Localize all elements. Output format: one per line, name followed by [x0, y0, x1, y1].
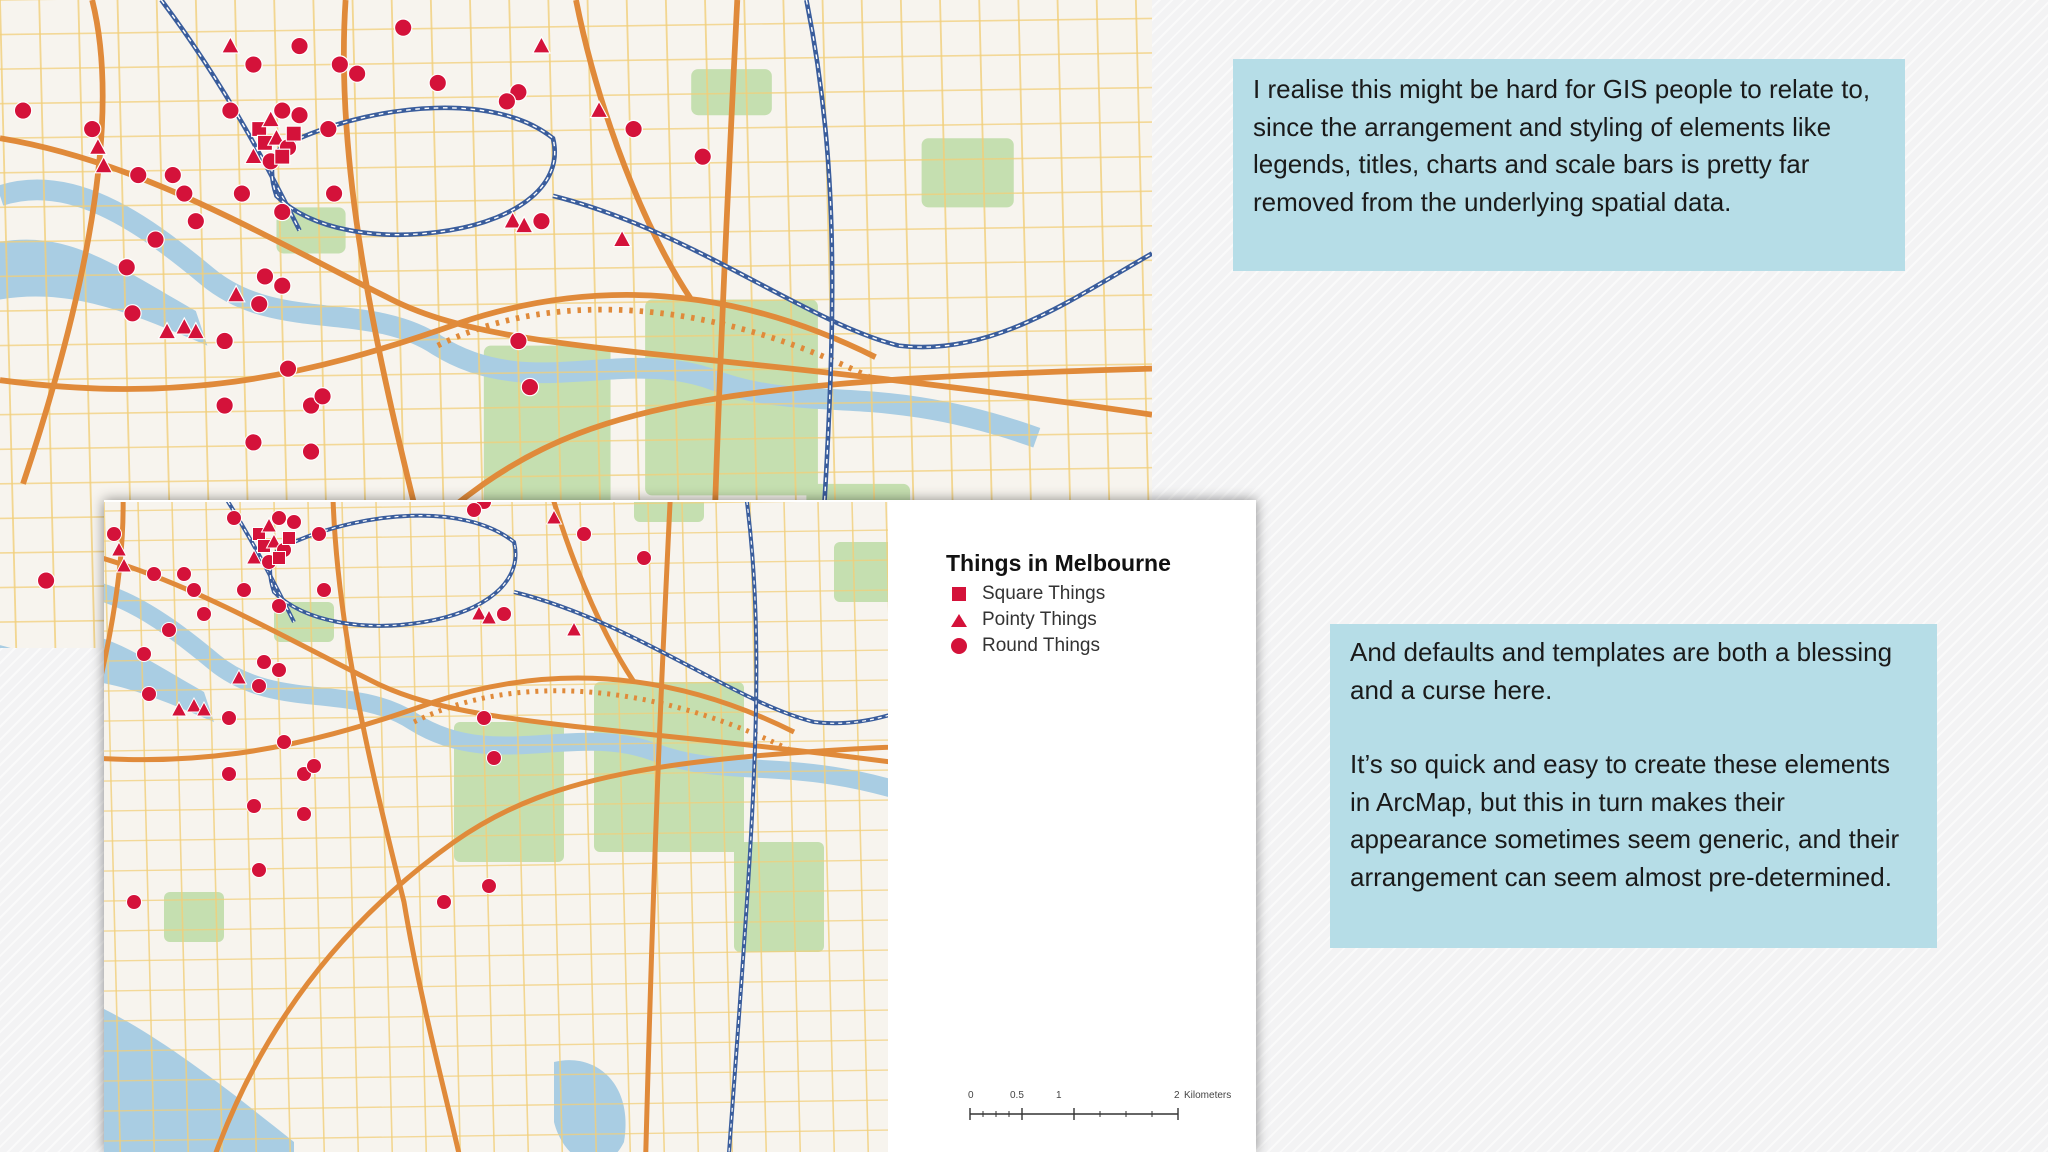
round-thing-marker [245, 434, 262, 451]
round-thing-marker [222, 767, 237, 782]
triangle-icon [946, 610, 972, 630]
circle-icon [946, 636, 972, 656]
round-thing-marker [429, 74, 446, 91]
square-thing-marker [273, 552, 286, 565]
round-thing-marker [521, 378, 538, 395]
round-thing-marker [233, 185, 250, 202]
round-thing-marker [533, 213, 550, 230]
round-thing-marker [14, 102, 31, 119]
legend-item-triangle [946, 607, 1246, 633]
square-thing-marker [283, 532, 296, 545]
map-legend [946, 550, 1246, 659]
round-thing-marker [164, 166, 181, 183]
round-thing-marker [274, 277, 291, 294]
round-thing-marker [107, 527, 122, 542]
round-thing-marker [637, 551, 652, 566]
round-thing-marker [498, 93, 515, 110]
scale-tick-label: 2 [1174, 1090, 1180, 1101]
round-thing-marker [312, 527, 327, 542]
annotation-note-bottom [1330, 624, 1937, 948]
round-thing-marker [252, 679, 267, 694]
round-thing-marker [197, 607, 212, 622]
scale-unit-label: Kilometers [1184, 1090, 1232, 1101]
round-thing-marker [314, 388, 331, 405]
scale-bar [960, 1090, 1250, 1130]
round-thing-marker [216, 332, 233, 349]
round-thing-marker [277, 735, 292, 750]
square-thing-marker [286, 126, 301, 141]
round-thing-marker [325, 185, 342, 202]
round-thing-marker [348, 65, 365, 82]
round-thing-marker [331, 56, 348, 73]
round-thing-marker [437, 895, 452, 910]
round-thing-marker [395, 19, 412, 36]
round-thing-marker [162, 623, 177, 638]
round-thing-marker [291, 37, 308, 54]
square-thing-marker [275, 149, 290, 164]
round-thing-marker [272, 599, 287, 614]
round-thing-marker [302, 443, 319, 460]
round-thing-marker [222, 711, 237, 726]
round-thing-marker [176, 185, 193, 202]
round-thing-marker [272, 663, 287, 678]
round-thing-marker [317, 583, 332, 598]
round-thing-marker [291, 107, 308, 124]
note-text: I realise this might be hard for GIS people to relate to, since the arrangement and styling of elements like legends, titles, charts and scale bars is pretty far removed from the underlying spatial data. [1253, 74, 1871, 217]
round-thing-marker [257, 655, 272, 670]
round-thing-marker [118, 259, 135, 276]
legend-label: Round Things [982, 635, 1100, 656]
round-thing-marker [274, 203, 291, 220]
round-thing-marker [252, 863, 267, 878]
round-thing-marker [251, 295, 268, 312]
round-thing-marker [147, 231, 164, 248]
scale-tick-label: 1 [1056, 1090, 1062, 1101]
round-thing-marker [694, 148, 711, 165]
round-thing-marker [577, 527, 592, 542]
note-text: It’s so quick and easy to create these elements in ArcMap, but this in turn makes their appearance sometimes seem generic, and their arrangement can seem almost pre-determined. [1350, 749, 1900, 892]
round-thing-marker [477, 711, 492, 726]
round-thing-marker [279, 360, 296, 377]
legend-item-circle [946, 633, 1246, 659]
legend-title: Things in Melbourne [946, 550, 1171, 576]
annotation-note-top [1233, 59, 1905, 271]
round-thing-marker [297, 807, 312, 822]
round-thing-marker [247, 799, 262, 814]
legend-label: Square Things [982, 583, 1106, 604]
round-thing-marker [130, 166, 147, 183]
round-thing-marker [625, 120, 642, 137]
round-thing-marker [187, 583, 202, 598]
round-thing-marker [307, 759, 322, 774]
round-thing-marker [510, 332, 527, 349]
round-thing-marker [187, 213, 204, 230]
round-thing-marker [320, 120, 337, 137]
round-thing-marker [127, 895, 142, 910]
round-thing-marker [222, 102, 239, 119]
round-thing-marker [227, 511, 242, 526]
note-text: And defaults and templates are both a blessing and a curse here. [1350, 637, 1893, 705]
legend-label: Pointy Things [982, 609, 1097, 630]
round-thing-marker [137, 647, 152, 662]
park-area [922, 138, 1014, 207]
round-thing-marker [287, 515, 302, 530]
scale-tick-label: 0 [968, 1090, 974, 1101]
round-thing-marker [237, 583, 252, 598]
round-thing-marker [147, 567, 162, 582]
round-thing-marker [216, 397, 233, 414]
map-layout-frame [104, 500, 1256, 1152]
round-thing-marker [482, 879, 497, 894]
map-front-frame [104, 502, 888, 1152]
round-thing-marker [84, 120, 101, 137]
round-thing-marker [256, 268, 273, 285]
round-thing-marker [124, 305, 141, 322]
round-thing-marker [487, 751, 502, 766]
round-thing-marker [497, 607, 512, 622]
round-thing-marker [245, 56, 262, 73]
round-thing-marker [467, 503, 482, 518]
legend-item-square [946, 581, 1246, 607]
round-thing-marker [272, 511, 287, 526]
park-area [834, 542, 888, 602]
scale-bar-labels [960, 1090, 1250, 1104]
square-icon [946, 584, 972, 604]
round-thing-marker [142, 687, 157, 702]
round-thing-marker [37, 572, 54, 589]
scale-tick-label: 0.5 [1010, 1090, 1024, 1101]
round-thing-marker [274, 102, 291, 119]
round-thing-marker [177, 567, 192, 582]
